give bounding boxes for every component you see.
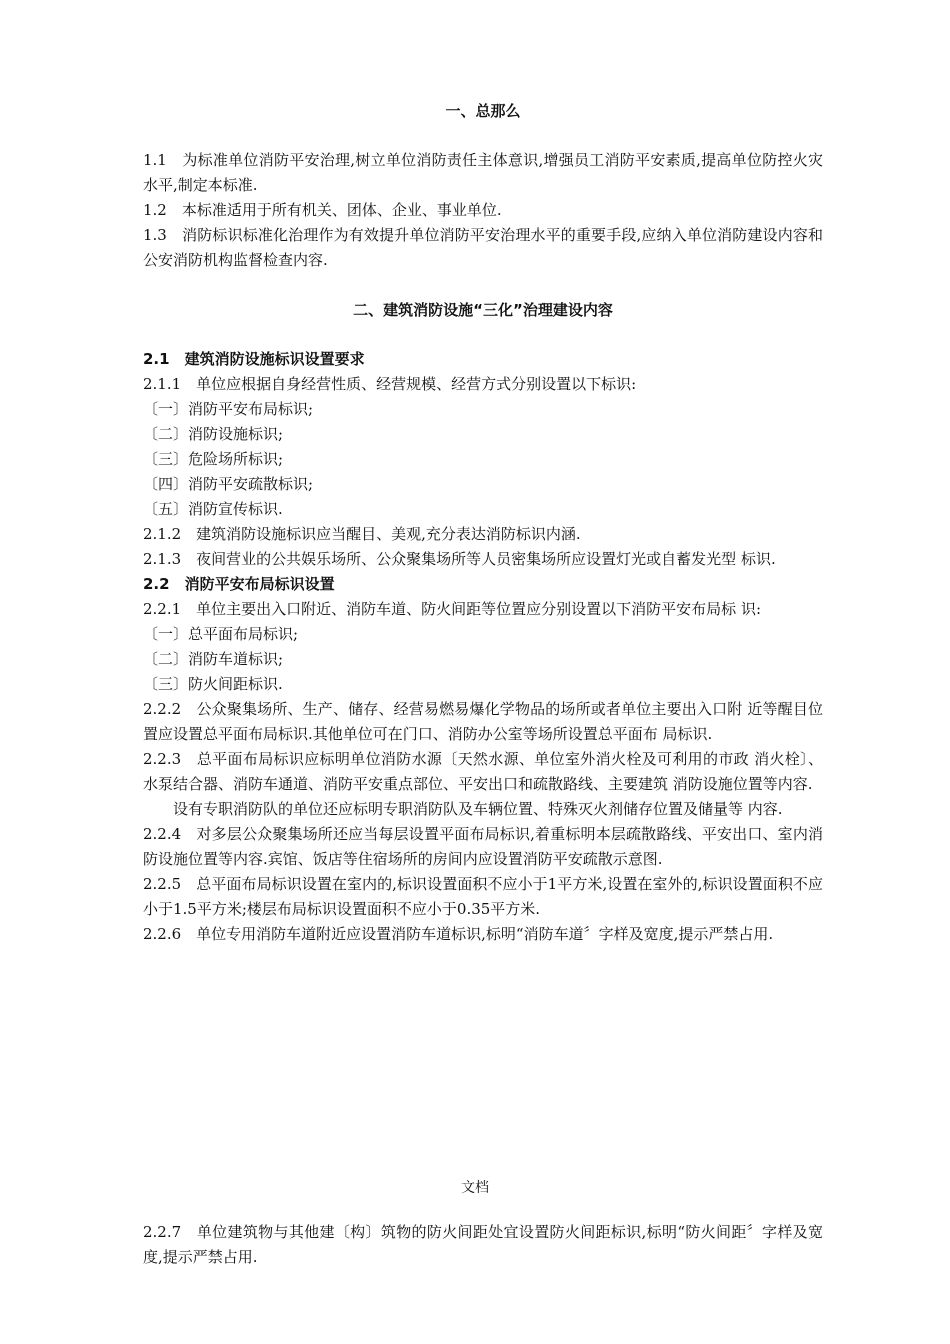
page-footer: 文档 bbox=[461, 1180, 489, 1196]
document-page bbox=[143, 100, 823, 947]
clause-2-2-4: 2.2.4 对多层公众聚集场所还应当每层设置平面布局标识,着重标明本层疏散路线、平安出口、室内消防设施位置等内容.宾馆、饭店等住宿场所的房间内应设置消防平安疏散示意图. bbox=[143, 825, 823, 868]
next-page-content bbox=[143, 1220, 823, 1270]
clause-2-2-6: 2.2.6 单位专用消防车道附近应设置消防车道标识,标明“消防车道〞字样及宽度,提示严禁占用. bbox=[143, 925, 774, 943]
list-item: 〔一〕总平面布局标识; bbox=[143, 625, 299, 643]
clause-2-2-5: 2.2.5 总平面布局标识设置在室内的,标识设置面积不应小于1平方米,设置在室外的,标识设置面积不应小于1.5平方米;楼层布局标识设置面积不应小于0.35平方米. bbox=[143, 875, 823, 918]
clause-1-2: 1.2 本标准适用于所有机关、团体、企业、事业单位. bbox=[143, 201, 502, 219]
clause-2-2-3: 2.2.3 总平面布局标识应标明单位消防水源〔天然水源、单位室外消火栓及可利用的市政 消火栓〕、水泵结合器、消防车通道、消防平安重点部位、平安出口和疏散路线、主要建筑 消防设施位置等内容. bbox=[143, 750, 823, 793]
subsection-2-2-heading: 2.2 消防平安布局标识设置 bbox=[143, 575, 335, 593]
list-item: 〔五〕消防宣传标识. bbox=[143, 500, 283, 518]
subsection-2-1-heading: 2.1 建筑消防设施标识设置要求 bbox=[143, 350, 365, 368]
clause-2-2-1: 2.2.1 单位主要出入口附近、消防车道、防火间距等位置应分别设置以下消防平安布局标 识: bbox=[143, 600, 761, 618]
list-item: 〔三〕防火间距标识. bbox=[143, 675, 283, 693]
clause-2-1-1: 2.1.1 单位应根据自身经营性质、经营规模、经营方式分别设置以下标识: bbox=[143, 375, 637, 393]
clause-2-2-2: 2.2.2 公众聚集场所、生产、储存、经营易燃易爆化学物品的场所或者单位主要出入口附 近等醒目位置应设置总平面布局标识.其他单位可在门口、消防办公室等场所设置总平面布 局标识. bbox=[143, 700, 823, 743]
section-1-title: 一、总那么 bbox=[445, 102, 521, 120]
list-item: 〔一〕消防平安布局标识; bbox=[143, 400, 314, 418]
clause-2-1-2: 2.1.2 建筑消防设施标识应当醒目、美观,充分表达消防标识内涵. bbox=[143, 525, 581, 543]
list-item: 〔二〕消防设施标识; bbox=[143, 425, 284, 443]
list-item: 〔四〕消防平安疏散标识; bbox=[143, 475, 314, 493]
list-item: 〔二〕消防车道标识; bbox=[143, 650, 284, 668]
clause-1-1: 1.1 为标准单位消防平安治理,树立单位消防责任主体意识,增强员工消防平安素质,提高单位防控火灾水平,制定本标准. bbox=[143, 151, 823, 194]
list-item: 〔三〕危险场所标识; bbox=[143, 450, 284, 468]
section-2-title: 二、建筑消防设施“三化”治理建设内容 bbox=[353, 301, 613, 319]
clause-1-3: 1.3 消防标识标准化治理作为有效提升单位消防平安治理水平的重要手段,应纳入单位消防建设内容和公安消防机构监督检查内容. bbox=[143, 226, 823, 269]
clause-2-1-3: 2.1.3 夜间营业的公共娱乐场所、公众聚集场所等人员密集场所应设置灯光或自蓄发光型 标识. bbox=[143, 550, 776, 568]
clause-2-2-7: 2.2.7 单位建筑物与其他建〔构〕筑物的防火间距处宜设置防火间距标识,标明“防火间距〞字样及宽度,提示严禁占用. bbox=[143, 1223, 823, 1266]
clause-2-2-3-continued: 设有专职消防队的单位还应标明专职消防队及车辆位置、特殊灭火剂储存位置及储量等 内容. bbox=[173, 800, 783, 818]
